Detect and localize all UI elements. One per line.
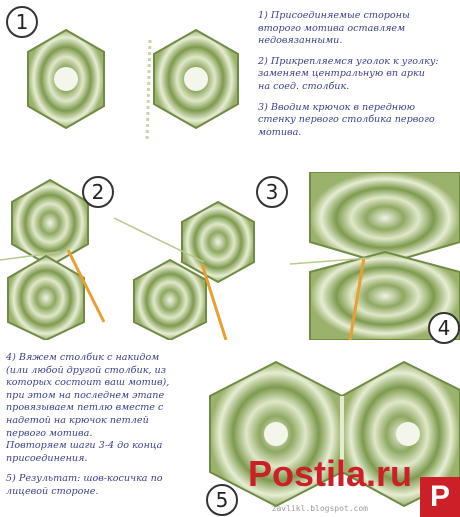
instruction-2: 2) Прикрепляемся уголок к уголку: заменяем центральную вп арки на соед. столбик.: [258, 55, 439, 92]
instruction-1: 1) Присоединяемые стороны второго мотива оставляем недовязанными.: [258, 10, 410, 47]
step-number-5: 5: [206, 484, 238, 516]
step-number-2: 2: [82, 176, 114, 208]
instruction-3: 3) Вводим крючок в переднюю стенку первого столбика первого мотива.: [258, 101, 435, 138]
instruction-5: 5) Результат: шов-косичка по лицевой стороне.: [6, 473, 163, 497]
watermark: zavlikl.blogspot.com: [271, 504, 368, 513]
pinterest-text: Postila.ru: [247, 453, 412, 494]
step-number-3: 3: [256, 176, 288, 208]
step-number-4: 4: [428, 312, 460, 344]
instruction-4: 4) Вяжем столбик с накидом (или любой другой столбик, из которых состоит ваш мотив), при этом на последнем этапе провязываем петлю вместе с надетой на крючок петлей первого мотива. Повторяем шаги 3-4 до конца присоединения.: [6, 352, 170, 464]
step-number-1: 1: [6, 6, 38, 38]
instructions-top: [258, 10, 458, 147]
pinterest-icon[interactable]: P: [420, 477, 460, 517]
instructions-bottom: [6, 352, 202, 507]
